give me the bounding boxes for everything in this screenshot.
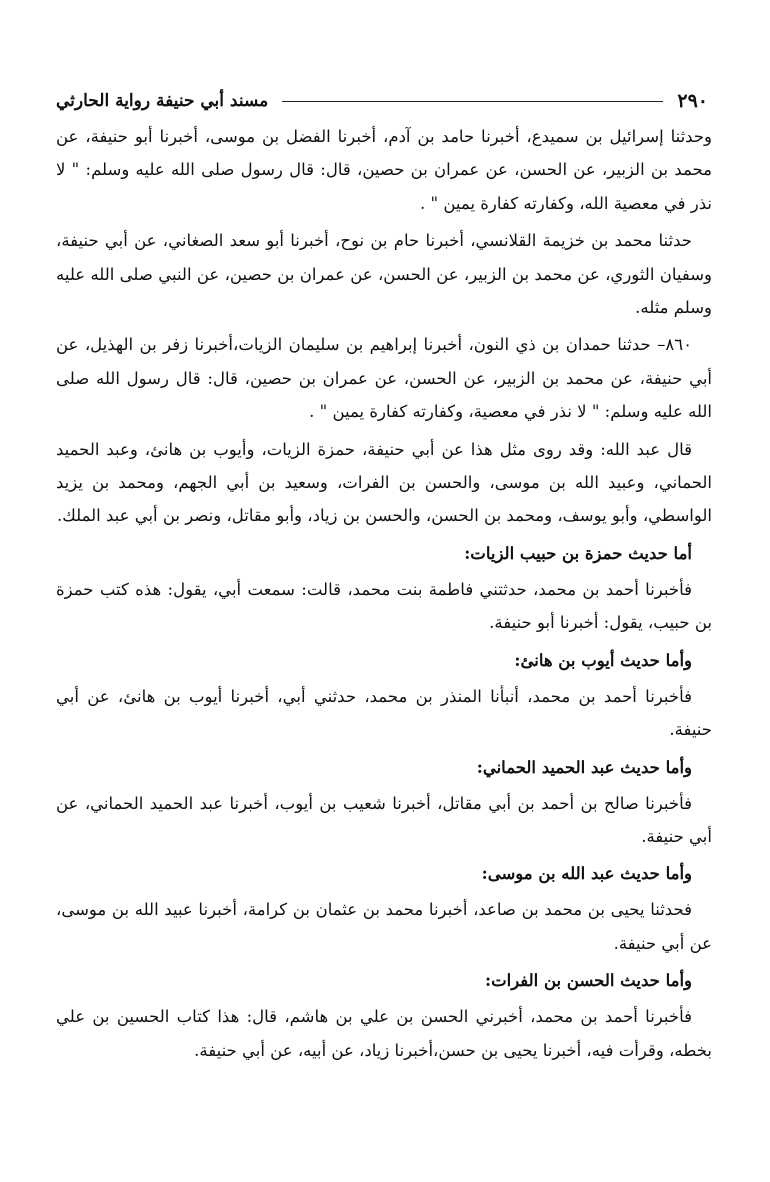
- paragraph-hadith-continuation: وحدثنا إسرائيل بن سميدع، أخبرنا حامد بن آدم، أخبرنا الفضل بن موسى، أخبرنا أبو حنيفة، عن محمد بن الزبير، عن الحسن، عن عمران بن حصين، قال: قال رسول صلى الله عليه وسلم: " لا نذر في معصية الله، وكفارته كفارة يمين " .: [56, 127, 712, 213]
- section-heading-hasan: وأما حديث الحسن بن الفرات:: [484, 971, 692, 991]
- book-title: مسند أبي حنيفة رواية الحارثي: [56, 91, 269, 111]
- section-heading-abdulhamid: وأما حديث عبد الحميد الحماني:: [476, 757, 692, 777]
- paragraph-hadith-chain: حدثنا محمد بن خزيمة القلانسي، أخبرنا حام بن نوح، أخبرنا أبو سعد الصغاني، عن أبي حنيفة، وسفيان الثوري، عن محمد بن الزبير، عن الحسن، عن عمران بن حصين، عن النبي صلى الله عليه وسلم مثله.: [56, 231, 712, 318]
- section-heading-hamza: أما حديث حمزة بن حبيب الزيات:: [464, 543, 692, 563]
- paragraph-abdullah: فحدثنا يحيى بن محمد بن صاعد، أخبرنا محمد بن عثمان بن كرامة، أخبرنا عبيد الله بن موسى، عن أبي حنيفة.: [56, 900, 712, 953]
- paragraph-narrators-list: قال عبد الله: وقد روى مثل هذا عن أبي حنيفة، حمزة الزيات، وأيوب بن هانئ، وعبد الحميد الحماني، وعبيد الله بن موسى، والحسن بن الفرات، وسعيد بن أبي الجهم، ومحمد بن يزيد الواسطي، وأبو يوسف، ومحمد بن الحسن، والحسن بن زياد، وأبو مقاتل، ونصر بن أبي عبد الملك.: [56, 439, 712, 526]
- paragraph-hasan: فأخبرنا أحمد بن محمد، أخبرني الحسن بن علي بن هاشم، قال: هذا كتاب الحسين بن علي بخطه، وقرأت فيه، أخبرنا يحيى بن حسن،أخبرنا زياد، عن أبيه، عن أبي حنيفة.: [56, 1007, 712, 1060]
- paragraph-ayyub: فأخبرنا أحمد بن محمد، أنبأنا المنذر بن محمد، حدثني أبي، أخبرنا أيوب بن هانئ، عن أبي حنيفة.: [56, 686, 712, 740]
- paragraph-abdulhamid: فأخبرنا صالح بن أحمد بن أبي مقاتل، أخبرنا شعيب بن أيوب، أخبرنا عبد الحميد الحماني، عن أبي حنيفة.: [56, 793, 712, 846]
- header-rule: [282, 101, 663, 102]
- running-header: [56, 86, 708, 116]
- page-number: ٢٩٠: [677, 90, 708, 112]
- section-heading-abdullah: وأما حديث عبد الله بن موسى:: [481, 864, 692, 884]
- paragraph-hadith-860: ٨٦٠– حدثنا حمدان بن ذي النون، أخبرنا إبراهيم بن سليمان الزيات،أخبرنا زفر بن الهذيل، عن أبي حنيفة، عن محمد بن الزبير، عن الحسن، عن عمران بن حصين، قال: قال رسول الله صلى الله عليه وسلم: " لا نذر في معصية، وكفارته كفارة يمين " .: [56, 335, 712, 422]
- page-body: [56, 120, 712, 1071]
- paragraph-hamza: فأخبرنا أحمد بن محمد، حدثتني فاطمة بنت محمد، قالت: سمعت أبي، يقول: هذه كتب حمزة بن حبيب، يقول: أخبرنا أبو حنيفة.: [56, 579, 712, 633]
- section-heading-ayyub: وأما حديث أيوب بن هانئ:: [514, 650, 692, 670]
